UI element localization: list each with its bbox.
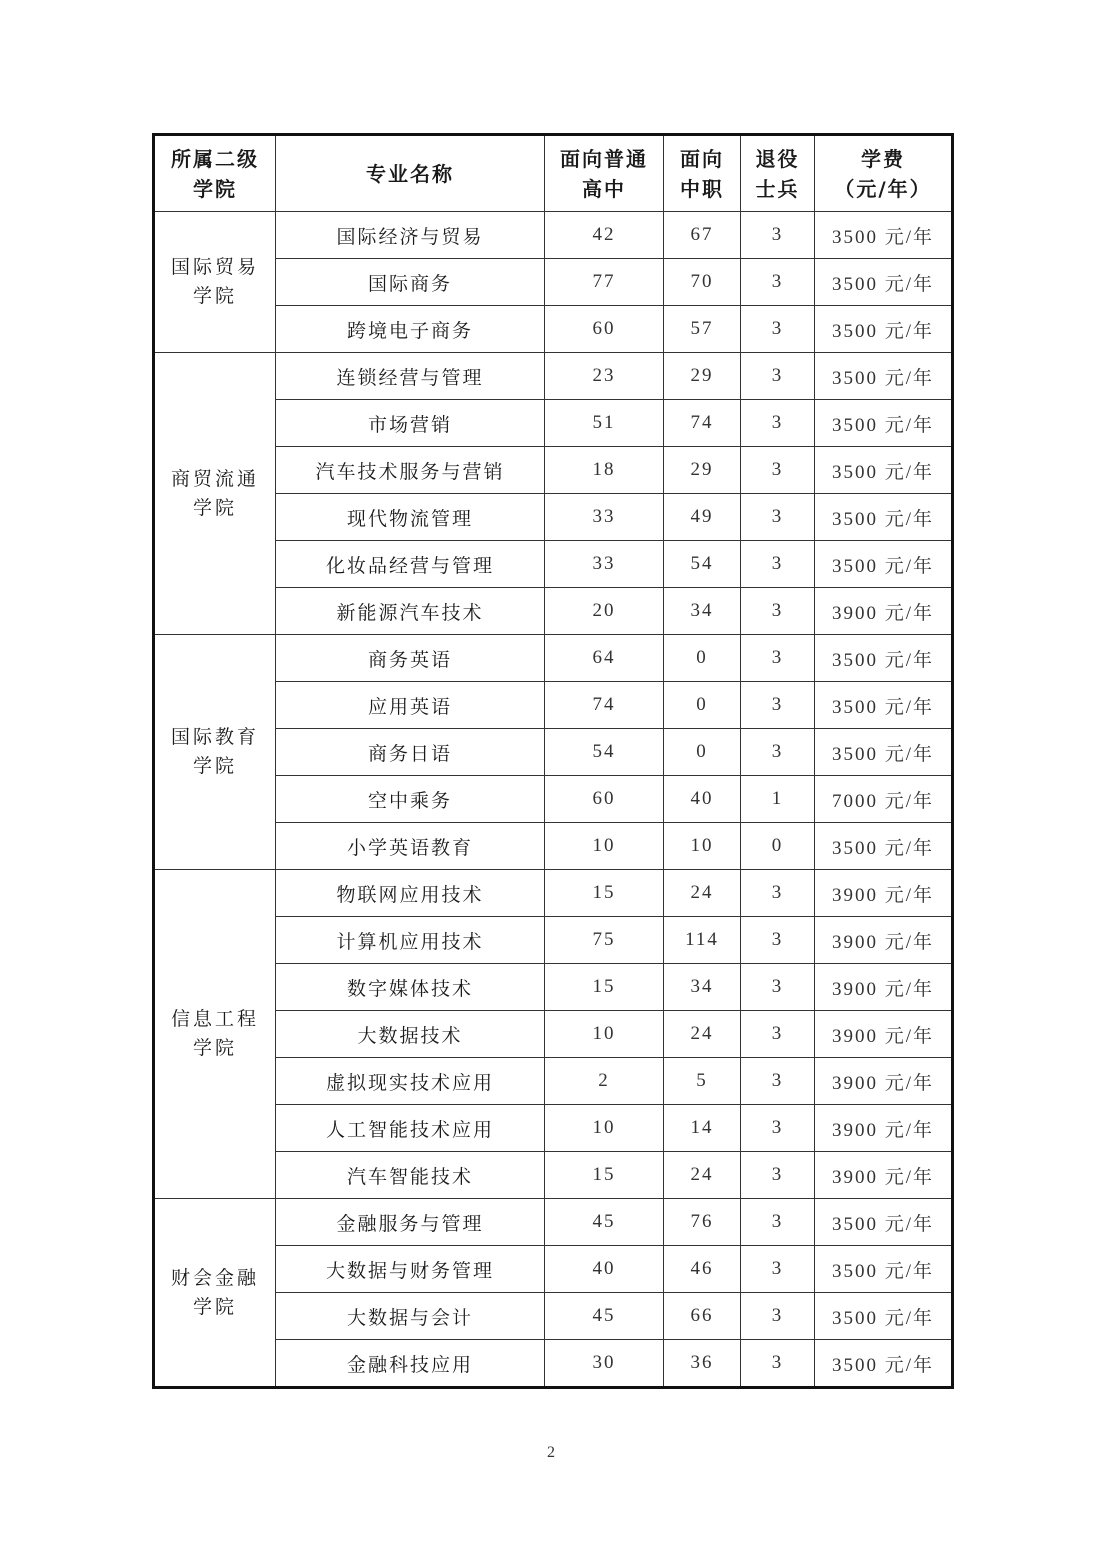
high-school-count-cell: 33: [545, 494, 664, 541]
tuition-cell: 3500 元/年: [815, 635, 953, 682]
header-veterans: 退役 士兵: [741, 135, 815, 212]
header-tuition: 学费 （元/年）: [815, 135, 953, 212]
veterans-count-cell: 3: [741, 400, 815, 447]
vocational-count-cell: 24: [664, 870, 741, 917]
major-cell: 金融服务与管理: [276, 1199, 545, 1246]
vocational-count-cell: 49: [664, 494, 741, 541]
vocational-count-cell: 14: [664, 1105, 741, 1152]
veterans-count-cell: 3: [741, 1246, 815, 1293]
major-cell: 计算机应用技术: [276, 917, 545, 964]
high-school-count-cell: 15: [545, 1152, 664, 1199]
vocational-count-cell: 36: [664, 1340, 741, 1388]
major-cell: 数字媒体技术: [276, 964, 545, 1011]
vocational-count-cell: 24: [664, 1011, 741, 1058]
veterans-count-cell: 3: [741, 588, 815, 635]
major-cell: 商务日语: [276, 729, 545, 776]
veterans-count-cell: 3: [741, 1105, 815, 1152]
high-school-count-cell: 18: [545, 447, 664, 494]
college-cell: 国际贸易 学院: [154, 212, 276, 353]
high-school-count-cell: 74: [545, 682, 664, 729]
header-high-school: 面向普通 高中: [545, 135, 664, 212]
vocational-count-cell: 54: [664, 541, 741, 588]
veterans-count-cell: 3: [741, 541, 815, 588]
major-cell: 现代物流管理: [276, 494, 545, 541]
tuition-cell: 3500 元/年: [815, 1246, 953, 1293]
vocational-count-cell: 76: [664, 1199, 741, 1246]
tuition-cell: 3500 元/年: [815, 494, 953, 541]
tuition-cell: 3500 元/年: [815, 400, 953, 447]
high-school-count-cell: 45: [545, 1293, 664, 1340]
vocational-count-cell: 67: [664, 212, 741, 259]
tuition-cell: 3500 元/年: [815, 1340, 953, 1388]
veterans-count-cell: 3: [741, 682, 815, 729]
major-cell: 小学英语教育: [276, 823, 545, 870]
high-school-count-cell: 23: [545, 353, 664, 400]
college-cell: 信息工程 学院: [154, 870, 276, 1199]
high-school-count-cell: 45: [545, 1199, 664, 1246]
veterans-count-cell: 3: [741, 212, 815, 259]
vocational-count-cell: 29: [664, 353, 741, 400]
vocational-count-cell: 24: [664, 1152, 741, 1199]
major-cell: 商务英语: [276, 635, 545, 682]
table-body: [154, 212, 953, 1388]
major-cell: 汽车技术服务与营销: [276, 447, 545, 494]
tuition-cell: 3500 元/年: [815, 447, 953, 494]
tuition-cell: 3500 元/年: [815, 353, 953, 400]
vocational-count-cell: 66: [664, 1293, 741, 1340]
veterans-count-cell: 3: [741, 635, 815, 682]
tuition-cell: 3500 元/年: [815, 1293, 953, 1340]
high-school-count-cell: 10: [545, 1011, 664, 1058]
veterans-count-cell: 3: [741, 306, 815, 353]
vocational-count-cell: 40: [664, 776, 741, 823]
enrollment-plan-table: [152, 133, 954, 1389]
major-cell: 新能源汽车技术: [276, 588, 545, 635]
major-cell: 汽车智能技术: [276, 1152, 545, 1199]
tuition-cell: 3900 元/年: [815, 870, 953, 917]
tuition-cell: 3500 元/年: [815, 212, 953, 259]
tuition-cell: 3900 元/年: [815, 588, 953, 635]
major-cell: 化妆品经营与管理: [276, 541, 545, 588]
vocational-count-cell: 70: [664, 259, 741, 306]
tuition-cell: 3500 元/年: [815, 682, 953, 729]
high-school-count-cell: 77: [545, 259, 664, 306]
tuition-cell: 3900 元/年: [815, 1058, 953, 1105]
high-school-count-cell: 20: [545, 588, 664, 635]
major-cell: 国际商务: [276, 259, 545, 306]
veterans-count-cell: 3: [741, 1293, 815, 1340]
high-school-count-cell: 15: [545, 870, 664, 917]
high-school-count-cell: 30: [545, 1340, 664, 1388]
tuition-cell: 3500 元/年: [815, 1199, 953, 1246]
major-cell: 国际经济与贸易: [276, 212, 545, 259]
vocational-count-cell: 34: [664, 964, 741, 1011]
major-cell: 虚拟现实技术应用: [276, 1058, 545, 1105]
college-cell: 商贸流通 学院: [154, 353, 276, 635]
high-school-count-cell: 60: [545, 776, 664, 823]
veterans-count-cell: 3: [741, 917, 815, 964]
college-cell: 国际教育 学院: [154, 635, 276, 870]
major-cell: 大数据与会计: [276, 1293, 545, 1340]
vocational-count-cell: 34: [664, 588, 741, 635]
vocational-count-cell: 0: [664, 682, 741, 729]
veterans-count-cell: 3: [741, 1152, 815, 1199]
header-vocational: 面向 中职: [664, 135, 741, 212]
major-cell: 连锁经营与管理: [276, 353, 545, 400]
major-cell: 市场营销: [276, 400, 545, 447]
major-cell: 大数据技术: [276, 1011, 545, 1058]
header-college: 所属二级 学院: [154, 135, 276, 212]
table-header-row: [154, 135, 953, 212]
veterans-count-cell: 3: [741, 1011, 815, 1058]
tuition-cell: 3900 元/年: [815, 1011, 953, 1058]
tuition-cell: 7000 元/年: [815, 776, 953, 823]
vocational-count-cell: 0: [664, 729, 741, 776]
high-school-count-cell: 75: [545, 917, 664, 964]
high-school-count-cell: 2: [545, 1058, 664, 1105]
veterans-count-cell: 3: [741, 870, 815, 917]
tuition-cell: 3900 元/年: [815, 1105, 953, 1152]
veterans-count-cell: 0: [741, 823, 815, 870]
tuition-cell: 3900 元/年: [815, 1152, 953, 1199]
major-cell: 大数据与财务管理: [276, 1246, 545, 1293]
table-row: [154, 1199, 953, 1246]
vocational-count-cell: 46: [664, 1246, 741, 1293]
vocational-count-cell: 74: [664, 400, 741, 447]
veterans-count-cell: 3: [741, 1058, 815, 1105]
table-row: [154, 870, 953, 917]
table-row: [154, 635, 953, 682]
high-school-count-cell: 60: [545, 306, 664, 353]
high-school-count-cell: 42: [545, 212, 664, 259]
veterans-count-cell: 3: [741, 729, 815, 776]
high-school-count-cell: 64: [545, 635, 664, 682]
veterans-count-cell: 3: [741, 964, 815, 1011]
major-cell: 空中乘务: [276, 776, 545, 823]
tuition-cell: 3500 元/年: [815, 729, 953, 776]
page-number: 2: [547, 1444, 555, 1461]
vocational-count-cell: 5: [664, 1058, 741, 1105]
major-cell: 金融科技应用: [276, 1340, 545, 1388]
veterans-count-cell: 3: [741, 447, 815, 494]
veterans-count-cell: 3: [741, 1199, 815, 1246]
veterans-count-cell: 3: [741, 259, 815, 306]
high-school-count-cell: 10: [545, 823, 664, 870]
major-cell: 跨境电子商务: [276, 306, 545, 353]
high-school-count-cell: 54: [545, 729, 664, 776]
major-cell: 应用英语: [276, 682, 545, 729]
veterans-count-cell: 3: [741, 353, 815, 400]
high-school-count-cell: 51: [545, 400, 664, 447]
high-school-count-cell: 40: [545, 1246, 664, 1293]
veterans-count-cell: 3: [741, 1340, 815, 1388]
vocational-count-cell: 114: [664, 917, 741, 964]
major-cell: 物联网应用技术: [276, 870, 545, 917]
veterans-count-cell: 3: [741, 494, 815, 541]
tuition-cell: 3500 元/年: [815, 541, 953, 588]
college-cell: 财会金融 学院: [154, 1199, 276, 1388]
veterans-count-cell: 1: [741, 776, 815, 823]
high-school-count-cell: 15: [545, 964, 664, 1011]
high-school-count-cell: 10: [545, 1105, 664, 1152]
vocational-count-cell: 0: [664, 635, 741, 682]
tuition-cell: 3500 元/年: [815, 306, 953, 353]
header-major: 专业名称: [276, 135, 545, 212]
tuition-cell: 3900 元/年: [815, 917, 953, 964]
high-school-count-cell: 33: [545, 541, 664, 588]
table-row: [154, 212, 953, 259]
vocational-count-cell: 10: [664, 823, 741, 870]
tuition-cell: 3500 元/年: [815, 823, 953, 870]
major-cell: 人工智能技术应用: [276, 1105, 545, 1152]
vocational-count-cell: 57: [664, 306, 741, 353]
tuition-cell: 3500 元/年: [815, 259, 953, 306]
tuition-cell: 3900 元/年: [815, 964, 953, 1011]
vocational-count-cell: 29: [664, 447, 741, 494]
table-row: [154, 353, 953, 400]
